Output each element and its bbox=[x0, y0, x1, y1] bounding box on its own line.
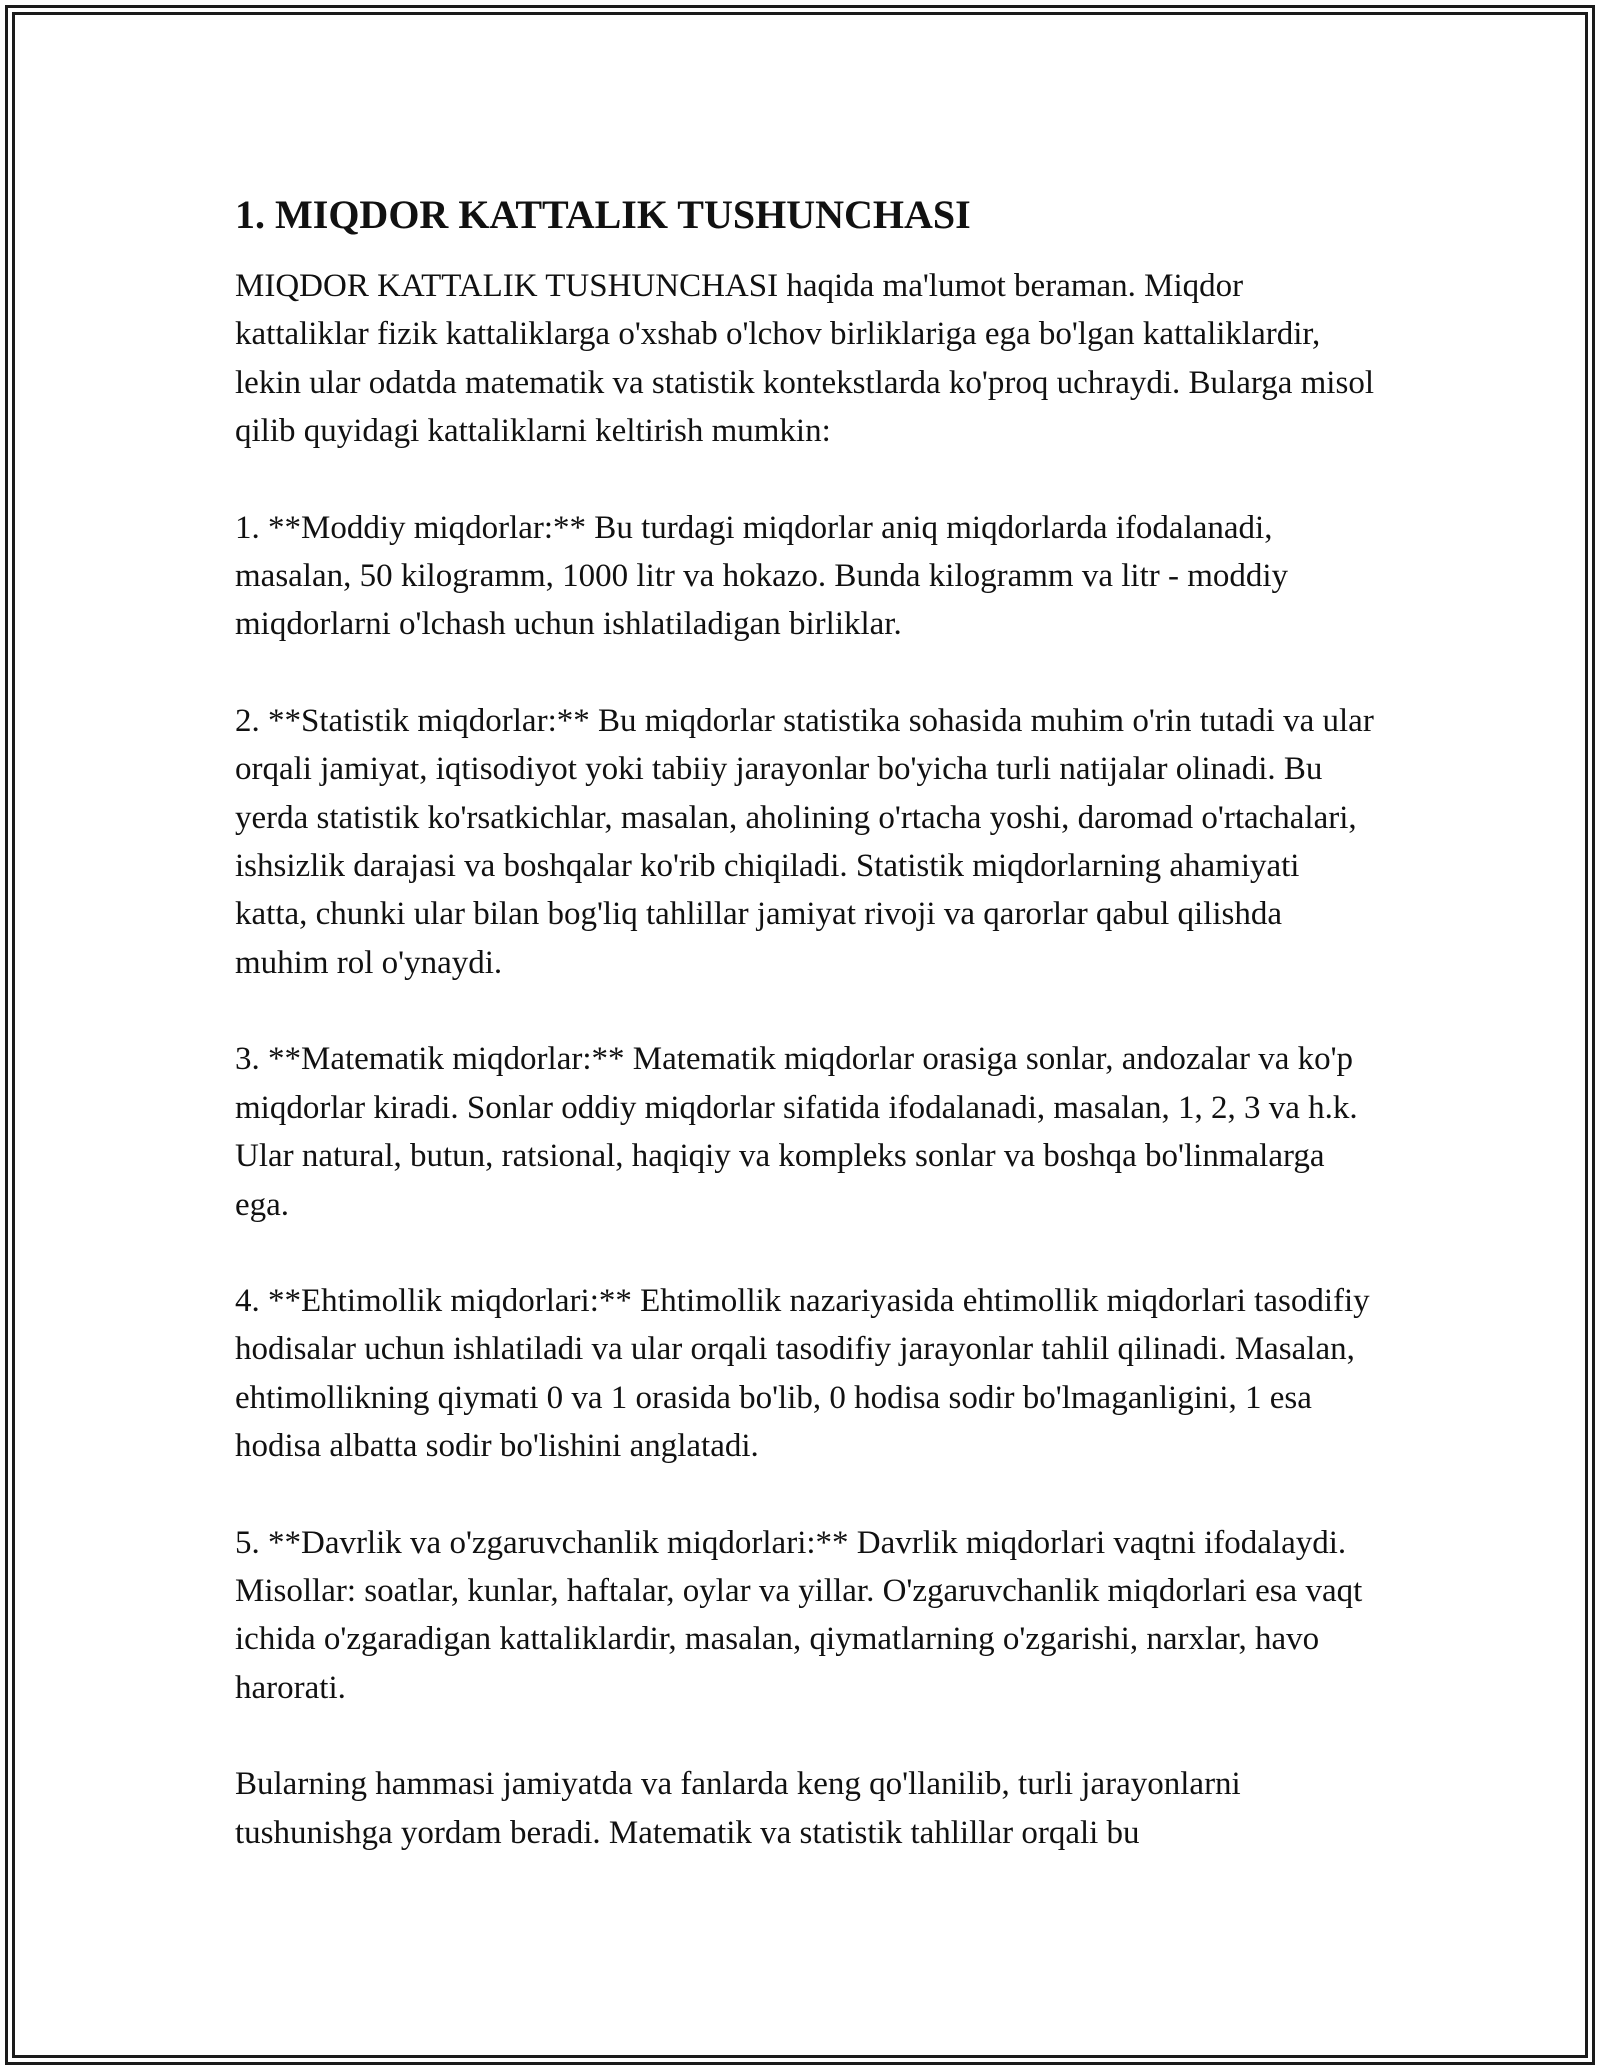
list-item-moddiy: 1. **Moddiy miqdorlar:** Bu turdagi miqdorlar aniq miqdorlarda ifodalanadi, masalan, 50 kilogramm, 1000 litr va hokazo. Bunda kilogramm va litr - moddiy miqdorlarni o'lchash uchun ishlatiladigan birliklar. bbox=[235, 509, 1289, 643]
list-item-matematik: 3. **Matematik miqdorlar:** Matematik miqdorlar orasiga sonlar, andozalar va ko'p miqdorlar kiradi. Sonlar oddiy miqdorlar sifatida ifodalanadi, masalan, 1, 2, 3 va h.k. Ular natural, butun, ratsional, haqiqiy va kompleks sonlar va boshqa bo'linmalarga ega. bbox=[235, 1041, 1358, 1223]
list-item-ehtimollik: 4. **Ehtimollik miqdorlari:** Ehtimollik nazariyasida ehtimollik miqdorlari tasodifiy hodisalar uchun ishlatiladi va ular orqali tasodifiy jarayonlar tahlil qilinadi. Masalan, ehtimollikning qiymati 0 va 1 orasida bo'lib, 0 hodisa sodir bo'lmaganligini, 1 esa hodisa albatta sodir bo'lishini anglatadi. bbox=[235, 1282, 1370, 1465]
closing-paragraph: Bularning hammasi jamiyatda va fanlarda keng qo'llanilib, turli jarayonlarni tushunishga yordam beradi. Matematik va statistik tahlillar orqali bu bbox=[235, 1766, 1241, 1851]
list-item-statistik: 2. **Statistik miqdorlar:** Bu miqdorlar statistika sohasida muhim o'rin tutadi va ular orqali jamiyat, iqtisodiyot yoki tabiiy jarayonlar bo'yicha turli natijalar olinadi. Bu yerda statistik ko'rsatkichlar, masalan, aholining o'rtacha yoshi, daromad o'rtachalari, ishsizlik darajasi va boshqalar ko'rib chiqiladi. Statistik miqdorlarning ahamiyati katta, chunki ular bilan bog'liq tahlillar jamiyat rivoji va qarorlar qabul qilishda muhim rol o'ynaydi. bbox=[235, 702, 1374, 981]
intro-paragraph: MIQDOR KATTALIK TUSHUNCHASI haqida ma'lumot beraman. Miqdor kattaliklar fizik kattaliklarga o'xshab o'lchov birliklariga ega bo'lgan kattaliklardir, lekin ular odatda matematik va statistik kontekstlarda ko'proq uchraydi. Bularga misol qilib quyidagi kattaliklarni keltirish mumkin: bbox=[235, 268, 1374, 450]
list-item-davrlik: 5. **Davrlik va o'zgaruvchanlik miqdorlari:** Davrlik miqdorlari vaqtni ifodalaydi. Misollar: soatlar, kunlar, haftalar, oylar va yillar. O'zgaruvchanlik miqdorlari esa vaqt ichida o'zgaradigan kattaliklardir, masalan, qiymatlarning o'zgarishi, narxlar, havo harorati. bbox=[235, 1524, 1363, 1706]
document-body bbox=[235, 188, 1375, 1905]
document-title: 1. MIQDOR KATTALIK TUSHUNCHASI bbox=[235, 192, 971, 237]
